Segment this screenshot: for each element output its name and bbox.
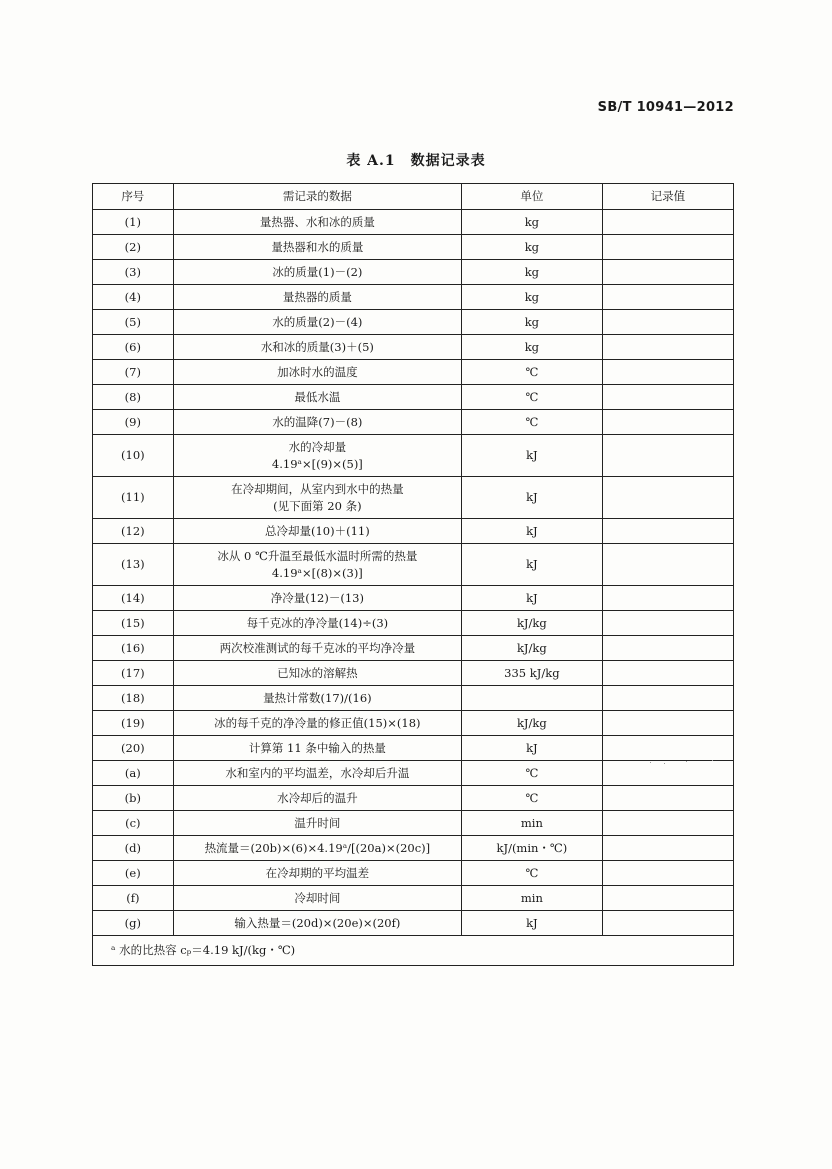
row-data-description [173,761,461,786]
row-recorded-value[interactable] [602,435,733,477]
table-row [93,385,734,410]
row-serial-number: (e) [93,861,174,886]
row-data-description [173,586,461,611]
row-recorded-value[interactable] [602,686,733,711]
table-row [93,586,734,611]
table-row [93,410,734,435]
row-data-description [173,811,461,836]
row-unit: kJ [462,519,603,544]
description-line: 冷却时间 [294,890,341,905]
table-body [93,210,734,936]
table-row [93,811,734,836]
row-unit: ℃ [462,761,603,786]
row-unit: min [462,811,603,836]
row-serial-number: (15) [93,611,174,636]
table-row [93,886,734,911]
row-data-description [173,410,461,435]
table-row [93,544,734,586]
header-data-to-record: 需记录的数据 [173,184,461,210]
description-line: 量热计常数(17)/(16) [263,690,372,705]
row-serial-number: (19) [93,711,174,736]
row-recorded-value[interactable] [602,586,733,611]
table-header-row [93,184,734,210]
description-line: 4.19ᵃ×[(9)×(5)] [271,456,363,471]
row-serial-number: (4) [93,285,174,310]
row-unit: ℃ [462,385,603,410]
row-recorded-value[interactable] [602,210,733,235]
row-recorded-value[interactable] [602,661,733,686]
row-recorded-value[interactable] [602,786,733,811]
description-line: 加冰时水的温度 [277,364,358,379]
row-data-description [173,736,461,761]
row-unit: 335 kJ/kg [462,661,603,686]
row-recorded-value[interactable] [602,761,733,786]
row-recorded-value[interactable] [602,736,733,761]
row-data-description [173,260,461,285]
row-serial-number: (13) [93,544,174,586]
row-serial-number: (2) [93,235,174,260]
row-data-description [173,544,461,586]
description-line: 在冷却期间，从室内到水中的热量 [231,481,404,496]
row-unit: kg [462,285,603,310]
row-unit: kg [462,310,603,335]
row-unit: kJ [462,736,603,761]
row-serial-number: (17) [93,661,174,686]
row-unit: kg [462,335,603,360]
table-row [93,260,734,285]
description-line: 量热器和水的质量 [271,239,364,254]
row-data-description [173,861,461,886]
row-data-description [173,385,461,410]
row-unit: min [462,886,603,911]
description-line: 总冷却量(10)＋(11) [265,523,370,538]
description-line: 计算第 11 条中输入的热量 [248,740,386,755]
table-row [93,285,734,310]
row-recorded-value[interactable] [602,410,733,435]
row-serial-number: (8) [93,385,174,410]
row-unit: kg [462,260,603,285]
description-line: 冰从 0 ℃升温至最低水温时所需的热量 [217,548,418,563]
description-line: 冰的每千克的净冷量的修正值(15)×(18) [214,715,421,730]
row-recorded-value[interactable] [602,811,733,836]
row-recorded-value[interactable] [602,711,733,736]
footnote-row [93,936,734,966]
row-unit: kJ [462,435,603,477]
row-data-description [173,836,461,861]
row-serial-number: (c) [93,811,174,836]
table-row [93,611,734,636]
table-row [93,360,734,385]
description-line: 量热器的质量 [282,289,352,304]
row-serial-number: (f) [93,886,174,911]
row-data-description [173,786,461,811]
row-unit: ℃ [462,360,603,385]
table-row [93,335,734,360]
row-serial-number: (11) [93,477,174,519]
row-recorded-value[interactable] [602,911,733,936]
row-data-description [173,611,461,636]
table-title: 表 A.1 数据记录表 [346,153,486,169]
table-row [93,519,734,544]
description-line: 水的质量(2)－(4) [272,314,363,329]
row-serial-number: (14) [93,586,174,611]
description-line: 水的温降(7)－(8) [272,414,363,429]
row-data-description [173,335,461,360]
row-recorded-value[interactable] [602,360,733,385]
row-data-description [173,285,461,310]
table-row [93,435,734,477]
row-data-description [173,636,461,661]
row-recorded-value[interactable] [602,636,733,661]
row-data-description [173,360,461,385]
description-line: 水和冰的质量(3)＋(5) [260,339,374,354]
row-serial-number: (7) [93,360,174,385]
table-row [93,711,734,736]
row-serial-number: (20) [93,736,174,761]
row-data-description [173,210,461,235]
row-unit: kJ [462,477,603,519]
header-unit: 单位 [462,184,603,210]
row-unit: kJ [462,586,603,611]
row-data-description [173,519,461,544]
header-recorded-value: 记录值 [602,184,733,210]
header-serial-number: 序号 [93,184,174,210]
scan-speck [650,762,651,763]
row-unit: kJ/kg [462,711,603,736]
footnote: ᵃ 水的比热容 cₚ＝4.19 kJ/(kg・℃) [93,936,734,966]
row-unit: kg [462,210,603,235]
description-line: 输入热量＝(20d)×(20e)×(20f) [234,915,401,930]
table-row [93,911,734,936]
description-line: 水冷却后的温升 [277,790,358,805]
table-row [93,636,734,661]
row-serial-number: (10) [93,435,174,477]
row-recorded-value[interactable] [602,310,733,335]
description-line: 温升时间 [294,815,341,830]
row-serial-number: (18) [93,686,174,711]
description-line: 两次校准测试的每千克冰的平均净冷量 [219,640,416,655]
table-row [93,235,734,260]
table-row [93,210,734,235]
row-serial-number: (9) [93,410,174,435]
row-serial-number: (3) [93,260,174,285]
description-line: 已知冰的溶解热 [277,665,358,680]
description-line: (见下面第 20 条) [273,498,362,513]
row-serial-number: (d) [93,836,174,861]
standard-code: SB/T 10941—2012 [597,100,734,115]
row-serial-number: (a) [93,761,174,786]
row-recorded-value[interactable] [602,836,733,861]
row-recorded-value[interactable] [602,611,733,636]
table-row [93,761,734,786]
row-recorded-value[interactable] [602,235,733,260]
row-serial-number: (16) [93,636,174,661]
table-row [93,310,734,335]
row-unit: ℃ [462,861,603,886]
description-line: 量热器、水和冰的质量 [259,214,375,229]
row-serial-number: (5) [93,310,174,335]
row-data-description [173,886,461,911]
description-line: 热流量＝(20b)×(6)×4.19ᵃ/[(20a)×(20c)] [204,840,431,855]
row-serial-number: (12) [93,519,174,544]
table-row [93,686,734,711]
row-recorded-value[interactable] [602,544,733,586]
data-record-table [92,183,734,966]
row-recorded-value[interactable] [602,519,733,544]
description-line: 每千克冰的净冷量(14)÷(3) [246,615,389,630]
row-unit [462,686,603,711]
row-data-description [173,661,461,686]
row-unit: kJ/kg [462,611,603,636]
row-recorded-value[interactable] [602,285,733,310]
row-recorded-value[interactable] [602,385,733,410]
scan-speck [686,761,687,762]
row-serial-number: (6) [93,335,174,360]
row-unit: ℃ [462,410,603,435]
description-line: 水和室内的平均温差，水冷却后升温 [225,765,410,780]
row-recorded-value[interactable] [602,335,733,360]
row-data-description [173,235,461,260]
row-unit: kJ/(min・℃) [462,836,603,861]
description-line: 最低水温 [294,389,341,404]
description-line: 净冷量(12)－(13) [270,590,364,605]
row-serial-number: (b) [93,786,174,811]
description-line: 在冷却期的平均温差 [265,865,370,880]
row-data-description [173,477,461,519]
row-recorded-value[interactable] [602,886,733,911]
row-unit: kJ [462,911,603,936]
row-data-description [173,435,461,477]
scan-speck [664,763,665,764]
table-row [93,477,734,519]
description-line: 水的冷却量 [288,439,347,454]
row-recorded-value[interactable] [602,477,733,519]
table-row [93,786,734,811]
row-data-description [173,686,461,711]
row-data-description [173,310,461,335]
row-recorded-value[interactable] [602,861,733,886]
row-unit: kg [462,235,603,260]
row-unit: ℃ [462,786,603,811]
table-row [93,861,734,886]
scan-speck [712,760,713,761]
row-serial-number: (1) [93,210,174,235]
description-line: 冰的质量(1)－(2) [272,264,363,279]
table-row [93,836,734,861]
row-data-description [173,911,461,936]
table-row [93,736,734,761]
description-line: 4.19ᵃ×[(8)×(3)] [271,565,363,580]
row-serial-number: (g) [93,911,174,936]
row-unit: kJ [462,544,603,586]
row-recorded-value[interactable] [602,260,733,285]
row-unit: kJ/kg [462,636,603,661]
table-row [93,661,734,686]
row-data-description [173,711,461,736]
